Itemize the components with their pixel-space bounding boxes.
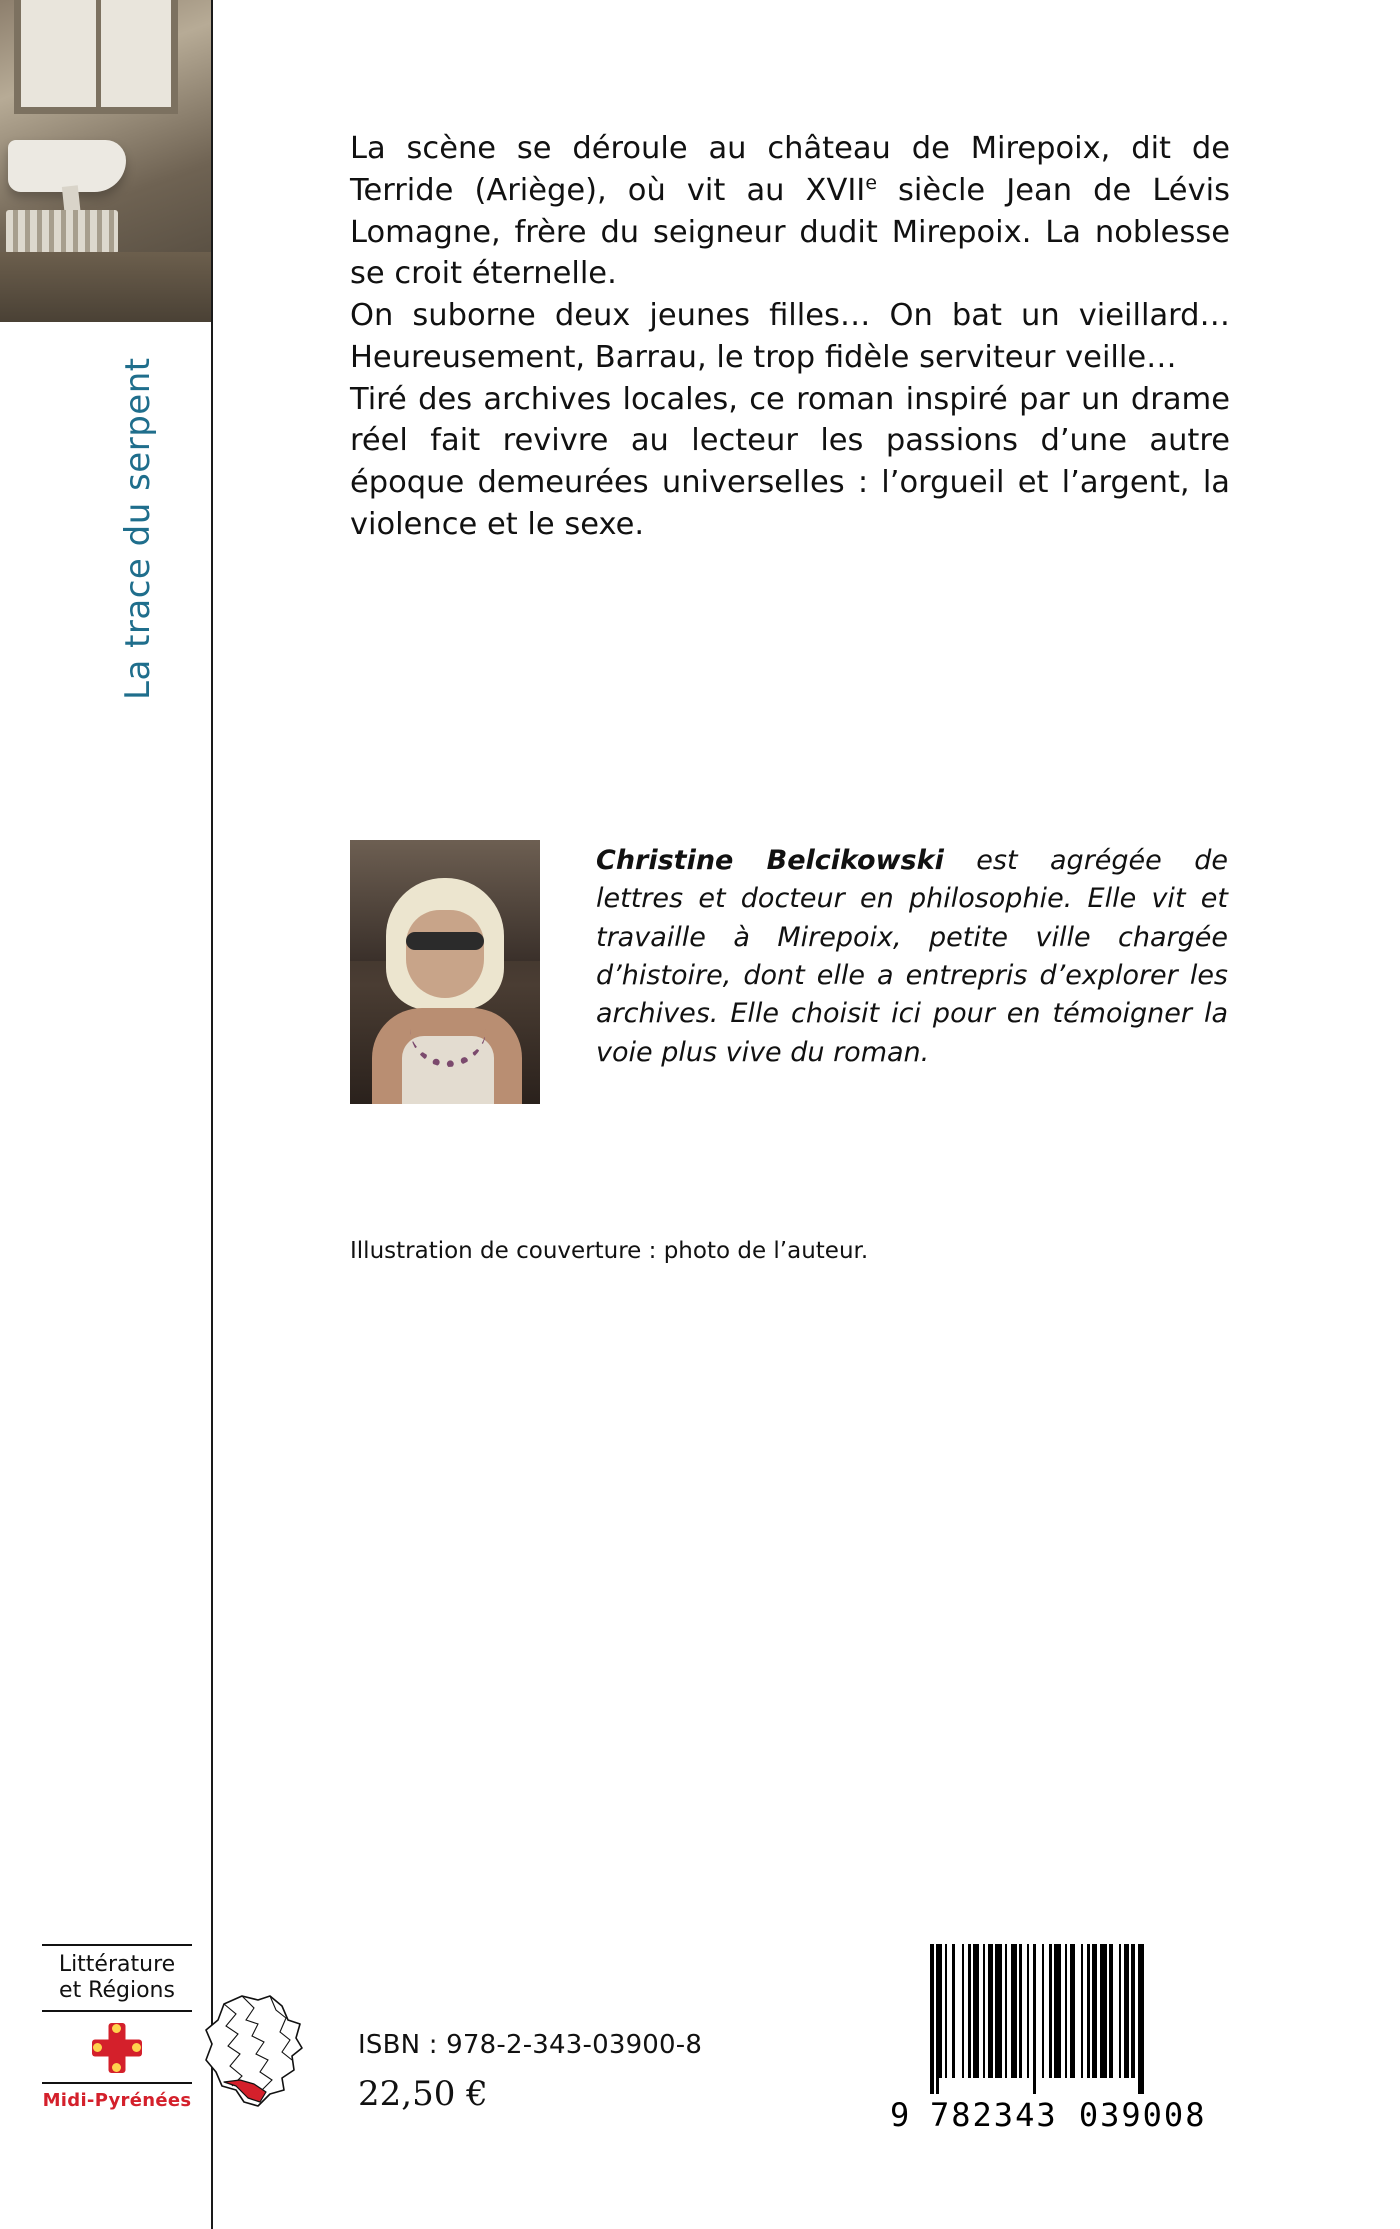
spine-strip [0,0,212,2229]
cross-dot-top [112,2024,121,2033]
photo-floor [0,252,212,322]
logo-region-label: Midi-Pyrénées [42,2089,192,2111]
cross-dot-bottom [112,2063,121,2072]
ean13-barcode [890,1944,1268,2140]
blurb-paragraph-1 [350,128,1230,295]
cross-dot-right [132,2043,141,2052]
spine-title: La trace du serpent [118,357,158,700]
portrait-face [406,910,484,998]
photo-bathtub [8,140,126,192]
logo-rule-middle [42,2010,192,2012]
spine-divider-rule [211,0,213,2229]
sunglasses-icon [406,932,484,950]
france-map-icon [196,1990,316,2118]
blurb-paragraph-3: Tiré des archives locales, ce roman inspiré par un drame réel fait revivre au lecteur les passions d’une autre époque demeurées universelles : l’orgueil et l’argent, la violence et le sexe. [350,381,1230,543]
barcode-digits [890,2094,1268,2136]
isbn-price-block [358,2030,702,2114]
logo-rule-top [42,1944,192,1946]
photo-window [14,0,178,114]
logo-line1: Littérature [58,1952,176,1977]
barcode-main-digits: 782343 039008 [930,2096,1207,2134]
author-biography [596,842,1228,1072]
spine-cover-photo [0,0,212,322]
publisher-logo [42,1938,192,2111]
blurb-p1-part1: La scène se déroule au château de Mirepoix, dit de Terride (Ariège), où vit au XVII [350,131,1230,208]
blurb-paragraph-2: On suborne deux jeunes filles… On bat un vieillard… Heureusement, Barrau, le trop fidèle serviteur veille… [350,298,1230,375]
occitan-cross-icon [91,2022,143,2074]
author-portrait-photo [350,840,540,1104]
author-bio-text: est agrégée de lettres et docteur en philosophie. Elle vit et travaille à Mirepoix, petite ville chargée d’histoire, dont elle a entrepris d’explorer les archives. Elle choisit ici pour en témoigner la voie plus vive du roman. [596,845,1228,1068]
logo-text-top [42,1952,192,2004]
author-name: Christine Belcikowski [596,845,944,876]
blurb-p1-part2: siècle Jean de Lévis Lomagne, frère du seigneur dudit Mirepoix. La noblesse se croit éternelle. [350,172,1230,292]
barcode-bars [890,1944,1268,2094]
logo-line2: et Régions [59,1977,175,2003]
photo-radiator [6,210,118,254]
price-text: 22,50 € [358,2074,488,2114]
cover-illustration-credit: Illustration de couverture : photo de l’auteur. [350,1238,869,1264]
cross-dot-left [93,2043,102,2052]
logo-rule-bottom [42,2082,192,2084]
isbn-text: ISBN : 978-2-343-03900-8 [358,2030,703,2060]
barcode-lead-digit: 9 [890,2096,912,2134]
blurb-p1-superscript: e [865,171,877,194]
back-cover-blurb [350,128,1230,546]
